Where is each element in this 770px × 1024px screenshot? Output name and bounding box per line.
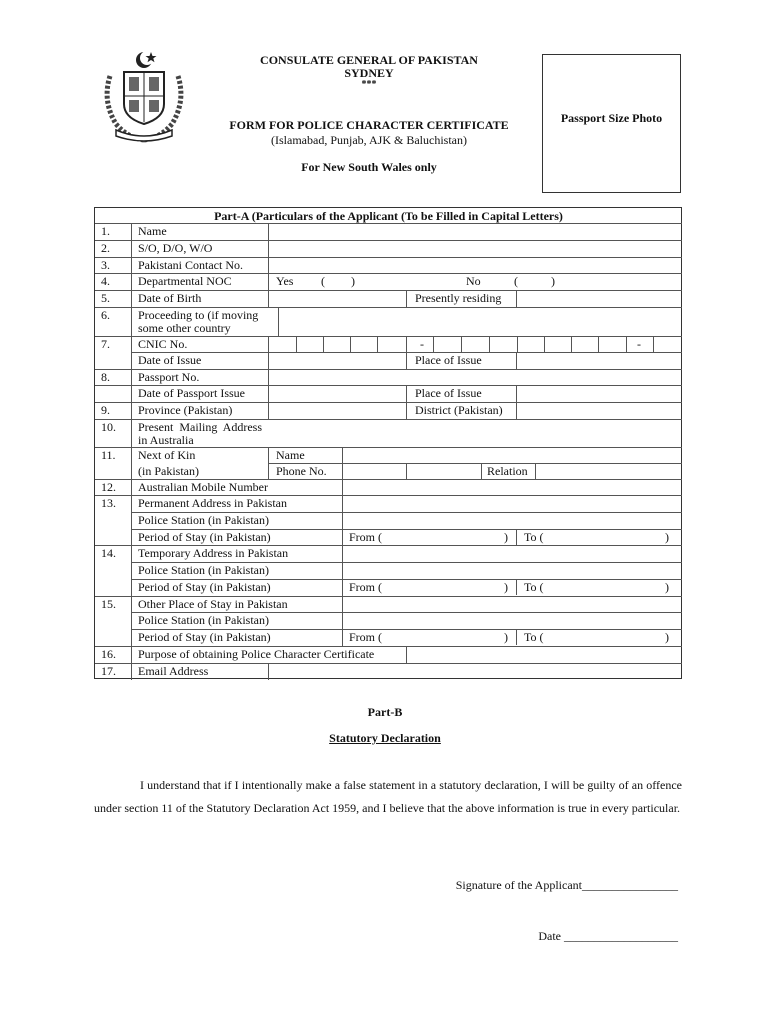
table-rule (296, 336, 297, 352)
cnic-dash: - (637, 337, 641, 351)
header (196, 54, 542, 174)
table-rule (433, 336, 434, 352)
table-rule (350, 336, 351, 352)
label-temporary-address: Temporary Address in Pakistan (138, 546, 289, 560)
row-number: 8. (101, 370, 110, 384)
dob-input[interactable] (269, 291, 406, 307)
table-rule (626, 336, 627, 352)
paren-open: ( (514, 274, 518, 288)
row-number: 15. (101, 597, 116, 611)
table-rule (516, 529, 517, 545)
label-period-of-stay: Period of Stay (in Pakistan) (138, 580, 271, 594)
noc-yes: Yes (276, 274, 294, 288)
label-contact: Pakistani Contact No. (138, 258, 243, 272)
label-to: To ( (524, 630, 544, 644)
declaration-text: I understand that if I intentionally make a false statement in a statutory declaration, I will be guilty of an offence under section 11 of the Statutory Declaration Act 1959, and I believe that the above information is true in every particular. (94, 778, 682, 815)
label-from: From ( (349, 630, 382, 644)
form-title: FORM FOR POLICE CHARACTER CERTIFICATE (229, 118, 509, 132)
label-police-station: Police Station (in Pakistan) (138, 513, 269, 527)
label-police-station: Police Station (in Pakistan) (138, 563, 269, 577)
paren-close: ) (504, 580, 508, 594)
label-place-of-issue: Place of Issue (415, 353, 482, 367)
label-in-pakistan: (in Pakistan) (138, 464, 199, 478)
kin-phone-input[interactable] (343, 464, 481, 479)
label-from: From ( (349, 530, 382, 544)
label-name: Name (138, 224, 167, 238)
noc-no: No (466, 274, 481, 288)
label-next-of-kin: Next of Kin (138, 448, 196, 462)
row-number: 6. (101, 308, 110, 322)
row-number: 4. (101, 274, 110, 288)
table-rule (598, 336, 599, 352)
label-date-of-issue: Date of Issue (138, 353, 202, 367)
label-to: To ( (524, 580, 544, 594)
temporary-address-input[interactable] (343, 546, 682, 562)
paren-close: ) (351, 274, 355, 288)
label-to: To ( (524, 530, 544, 544)
table-rule (489, 336, 490, 352)
row-number: 9. (101, 403, 110, 417)
table-rule (377, 336, 378, 352)
purpose-input[interactable] (407, 647, 682, 663)
table-rule (406, 290, 407, 307)
table-rule (544, 336, 545, 352)
header-stars: *** (361, 79, 377, 90)
row-number: 17. (101, 664, 116, 678)
table-rule (406, 402, 407, 419)
passport-place-input[interactable] (517, 386, 682, 402)
label-from: From ( (349, 580, 382, 594)
table-rule (323, 336, 324, 352)
label-noc: Departmental NOC (138, 274, 232, 288)
label-mobile: Australian Mobile Number (138, 480, 268, 494)
row-number: 2. (101, 241, 110, 255)
label-dob: Date of Birth (138, 291, 202, 305)
paren-close: ) (504, 630, 508, 644)
mailing-address-input[interactable] (269, 420, 682, 447)
consulate-name: CONSULATE GENERAL OF PAKISTAN (260, 53, 478, 67)
table-rule (571, 336, 572, 352)
row-number: 12. (101, 480, 116, 494)
pakistan-emblem-icon (98, 46, 190, 146)
mobile-input[interactable] (343, 480, 682, 495)
form-regions: (Islamabad, Punjab, AJK & Baluchistan) (271, 133, 467, 147)
row-number: 3. (101, 258, 110, 272)
label-period-of-stay: Period of Stay (in Pakistan) (138, 630, 271, 644)
label-permanent-address: Permanent Address in Pakistan (138, 496, 287, 510)
table-rule (406, 385, 407, 402)
paren-close: ) (665, 580, 669, 594)
contact-input[interactable] (269, 258, 682, 273)
row-number: 1. (101, 224, 110, 238)
row-number: 14. (101, 546, 116, 560)
table-rule (461, 336, 462, 352)
photo-label: Passport Size Photo (560, 111, 663, 125)
date-field[interactable]: Date ___________________ (538, 929, 678, 943)
part-b-title: Part-B (367, 705, 403, 719)
paren-close: ) (665, 530, 669, 544)
form-scope: For New South Wales only (301, 160, 437, 174)
cnic-date-input[interactable] (269, 353, 406, 369)
other-stay-input[interactable] (343, 597, 682, 612)
part-a-title: Part-A (Particulars of the Applicant (To be Filled in Capital Letters) (214, 209, 563, 223)
label-email: Email Address (138, 664, 209, 678)
proceeding-input[interactable] (279, 308, 682, 336)
passport-date-input[interactable] (269, 386, 406, 402)
kin-relation-input[interactable] (536, 464, 682, 479)
kin-name-input[interactable] (343, 448, 682, 463)
name-input[interactable] (269, 224, 682, 240)
passport-input[interactable] (269, 370, 682, 385)
table-rule (406, 336, 407, 352)
row-number: 13. (101, 496, 116, 510)
signature-field[interactable]: Signature of the Applicant________________ (455, 878, 678, 892)
label-passport: Passport No. (138, 370, 200, 384)
label-date-passport-issue: Date of Passport Issue (138, 386, 245, 400)
label-proceeding: Proceeding to (if moving some other country (138, 308, 259, 335)
cnic-place-input[interactable] (517, 353, 682, 369)
paren-close: ) (665, 630, 669, 644)
row-number: 16. (101, 647, 116, 661)
label-presently-residing: Presently residing (415, 291, 502, 305)
table-rule (653, 336, 654, 352)
label-purpose: Purpose of obtaining Police Character Certificate (138, 647, 375, 661)
label-phone: Phone No. (276, 464, 327, 478)
part-a-table (94, 207, 682, 679)
district-input[interactable] (517, 403, 682, 419)
label-so-do-wo: S/O, D/O, W/O (138, 241, 213, 255)
label-kin-name: Name (276, 448, 305, 462)
email-input[interactable] (269, 664, 682, 680)
label-province: Province (Pakistan) (138, 403, 233, 417)
table-rule (131, 223, 132, 680)
row-number: 7. (101, 337, 110, 351)
presently-residing-input[interactable] (517, 291, 682, 307)
table-rule (516, 579, 517, 595)
label-place-of-issue: Place of Issue (415, 386, 482, 400)
so-do-wo-input[interactable] (269, 241, 682, 257)
consulate-city: SYDNEY (344, 66, 394, 80)
province-input[interactable] (269, 403, 406, 419)
label-cnic: CNIC No. (138, 337, 188, 351)
paren-open: ( (321, 274, 325, 288)
label-district: District (Pakistan) (415, 403, 503, 417)
paren-close: ) (504, 530, 508, 544)
row-number: 5. (101, 291, 110, 305)
label-other-stay: Other Place of Stay in Pakistan (138, 597, 288, 611)
label-relation: Relation (487, 464, 528, 478)
cnic-dash: - (420, 337, 424, 351)
table-rule (481, 463, 482, 479)
declaration-title: Statutory Declaration (329, 731, 441, 745)
permanent-address-input[interactable] (343, 496, 682, 512)
row-number: 10. (101, 420, 116, 434)
label-police-station: Police Station (in Pakistan) (138, 613, 269, 627)
table-rule (406, 352, 407, 369)
row-number: 11. (101, 448, 116, 462)
table-rule (516, 629, 517, 645)
passport-photo-box[interactable] (542, 54, 681, 193)
paren-close: ) (551, 274, 555, 288)
label-period-of-stay: Period of Stay (in Pakistan) (138, 530, 271, 544)
label-mailing-address: Present Mailing Address in Australia (138, 420, 262, 447)
table-rule (517, 336, 518, 352)
